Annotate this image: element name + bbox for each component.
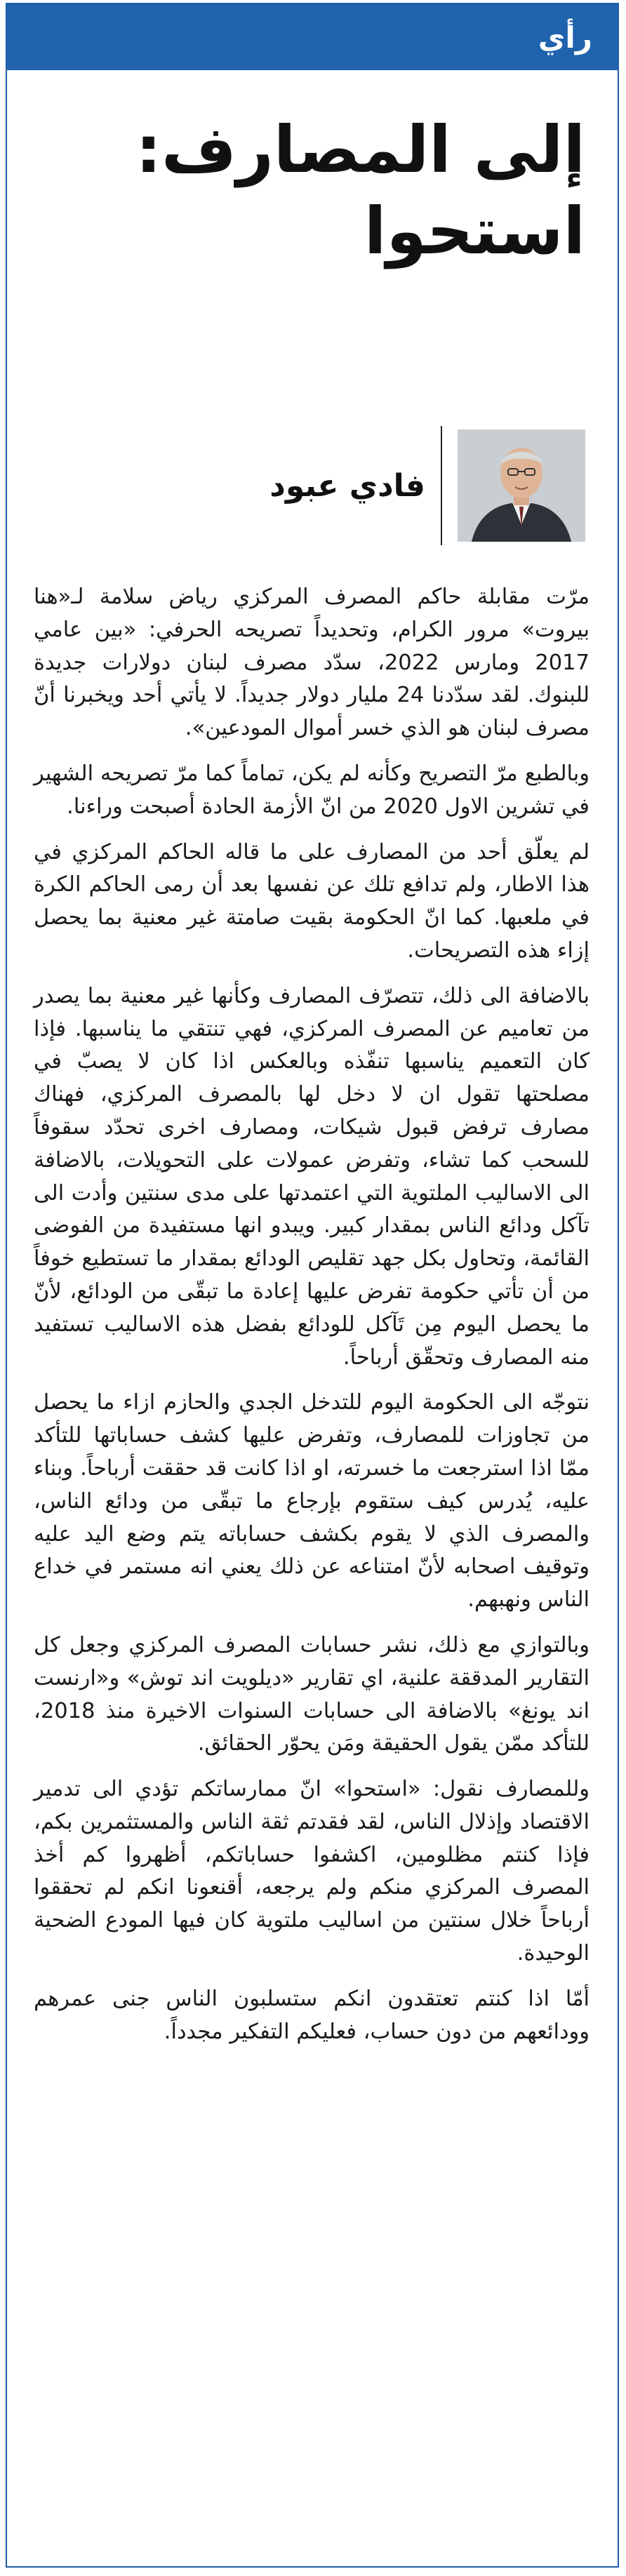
paragraph: لم يعلّق أحد من المصارف على ما قاله الحاكم المركزي في هذا الاطار، ولم تدافع تلك عن نفسها بعد أن رمى الحاكم الكرة في ملعبها. كما انّ الحكومة بقيت صامتة غير معنية بما يحصل إزاء هذه التصريحات. — [34, 839, 590, 963]
byline-divider — [441, 426, 442, 545]
headline — [38, 109, 585, 272]
section-label: رأي — [538, 20, 592, 55]
paragraph: وبالطبع مرّ التصريح وكأنه لم يكن، تماماً كما مرّ تصريحه الشهير في تشرين الاول 2020 من انّ الأزمة الحادة أصبحت وراءنا. — [34, 761, 590, 819]
paragraph: نتوجّه الى الحكومة اليوم للتدخل الجدي والحازم ازاء ما يحصل من تجاوزات للمصارف، وتفرض عليها كشف حساباتها للتأكد ممّا اذا استرجعت ما خسرته، او اذا كانت قد حققت أرباحاً. وبناء عليه، يُدرس كيف ستقوم بإرجاع ما تبقّى من ودائع الناس، والمصرف الذي لا يقوم بكشف حساباته يتم وضع اليد عليه وتوقيف اصحابه لأنّ امتناعه عن ذلك يعني انه مستمر في خداع الناس ونهبهم. — [34, 1390, 590, 1613]
author-photo — [458, 429, 585, 542]
author-name: فادي عبود — [269, 467, 425, 504]
headline-line-2: استحوا — [364, 194, 585, 269]
paragraph: أمّا اذا كنتم تعتقدون انكم ستسلبون الناس جنى عمرهم وودائعهم من دون حساب، فعليكم التفكير مجدداً. — [34, 1986, 590, 2044]
section-header — [7, 4, 618, 70]
headline-line-1: إلى المصارف: — [135, 112, 585, 187]
article-body — [34, 581, 590, 2061]
paragraph: مرّت مقابلة حاكم المصرف المركزي رياض سلامة لـ«هنا بيروت» مرور الكرام، وتحديداً تصريحه الحرفي: «بين عامي 2017 ومارس 2022، سدّد مصرف لبنان دولارات جديدة للبنوك. لقد سدّدنا 24 مليار دولار جديداً. لا يأتي أحد ويخبرنا أنّ مصرف لبنان هو الذي خسر أموال المودعين». — [34, 585, 590, 741]
author-byline — [38, 425, 585, 546]
article-frame — [6, 3, 619, 2568]
author-portrait-icon — [458, 429, 585, 542]
paragraph: وللمصارف نقول: «استحوا» انّ ممارساتكم تؤدي الى تدمير الاقتصاد وإذلال الناس، لقد فقدتم ثقة الناس والمستثمرين بكم، فإذا كنتم مظلومين، اكشفوا حساباتكم، أظهروا كم أخذ المصرف المركزي منكم ولم يرجعه، أقنعونا انكم لم تحققوا أرباحاً خلال سنتين من اساليب ملتوية كان فيها المودع الضحية الوحيدة. — [34, 1777, 590, 1966]
paragraph: وبالتوازي مع ذلك، نشر حسابات المصرف المركزي وجعل كل التقارير المدققة علنية، اي تقارير «ديلويت اند توش» و«ارنست اند يونغ» بالاضافة الى حسابات السنوات الاخيرة منذ 2018، للتأكد ممّن يقول الحقيقة ومَن يحوّر الحقائق. — [34, 1632, 590, 1756]
paragraph: بالاضافة الى ذلك، تتصرّف المصارف وكأنها غير معنية بما يصدر من تعاميم عن المصرف المركزي، فهي تنتقي ما يناسبها. فإذا كان التعميم يناسبها تنفّذه وبالعكس اذا كان لا يصبّ في مصلحتها تقول ان لا دخل لها بالمصرف المركزي، فهناك مصارف ترفض قبول شيكات، ومصارف اخرى تحدّد سقوفاً للسحب كما تشاء، وتفرض عمولات على التحويلات، بالاضافة الى الاساليب الملتوية التي اعتمدتها على مدى سنتين وأدت الى تآكل ودائع الناس بمقدار كبير. ويبدو انها مستفيدة من الفوضى القائمة، وتحاول بكل جهد تقليص الودائع بمقدار ما تستطيع خوفاً من أن تأتي حكومة تفرض عليها إعادة ما تبقّى من الودائع، لأنّ ما يحصل اليوم مِن تَآكل للودائع بفضل هذه الاساليب تستفيد منه المصارف وتحقّق أرباحاً. — [34, 983, 590, 1370]
